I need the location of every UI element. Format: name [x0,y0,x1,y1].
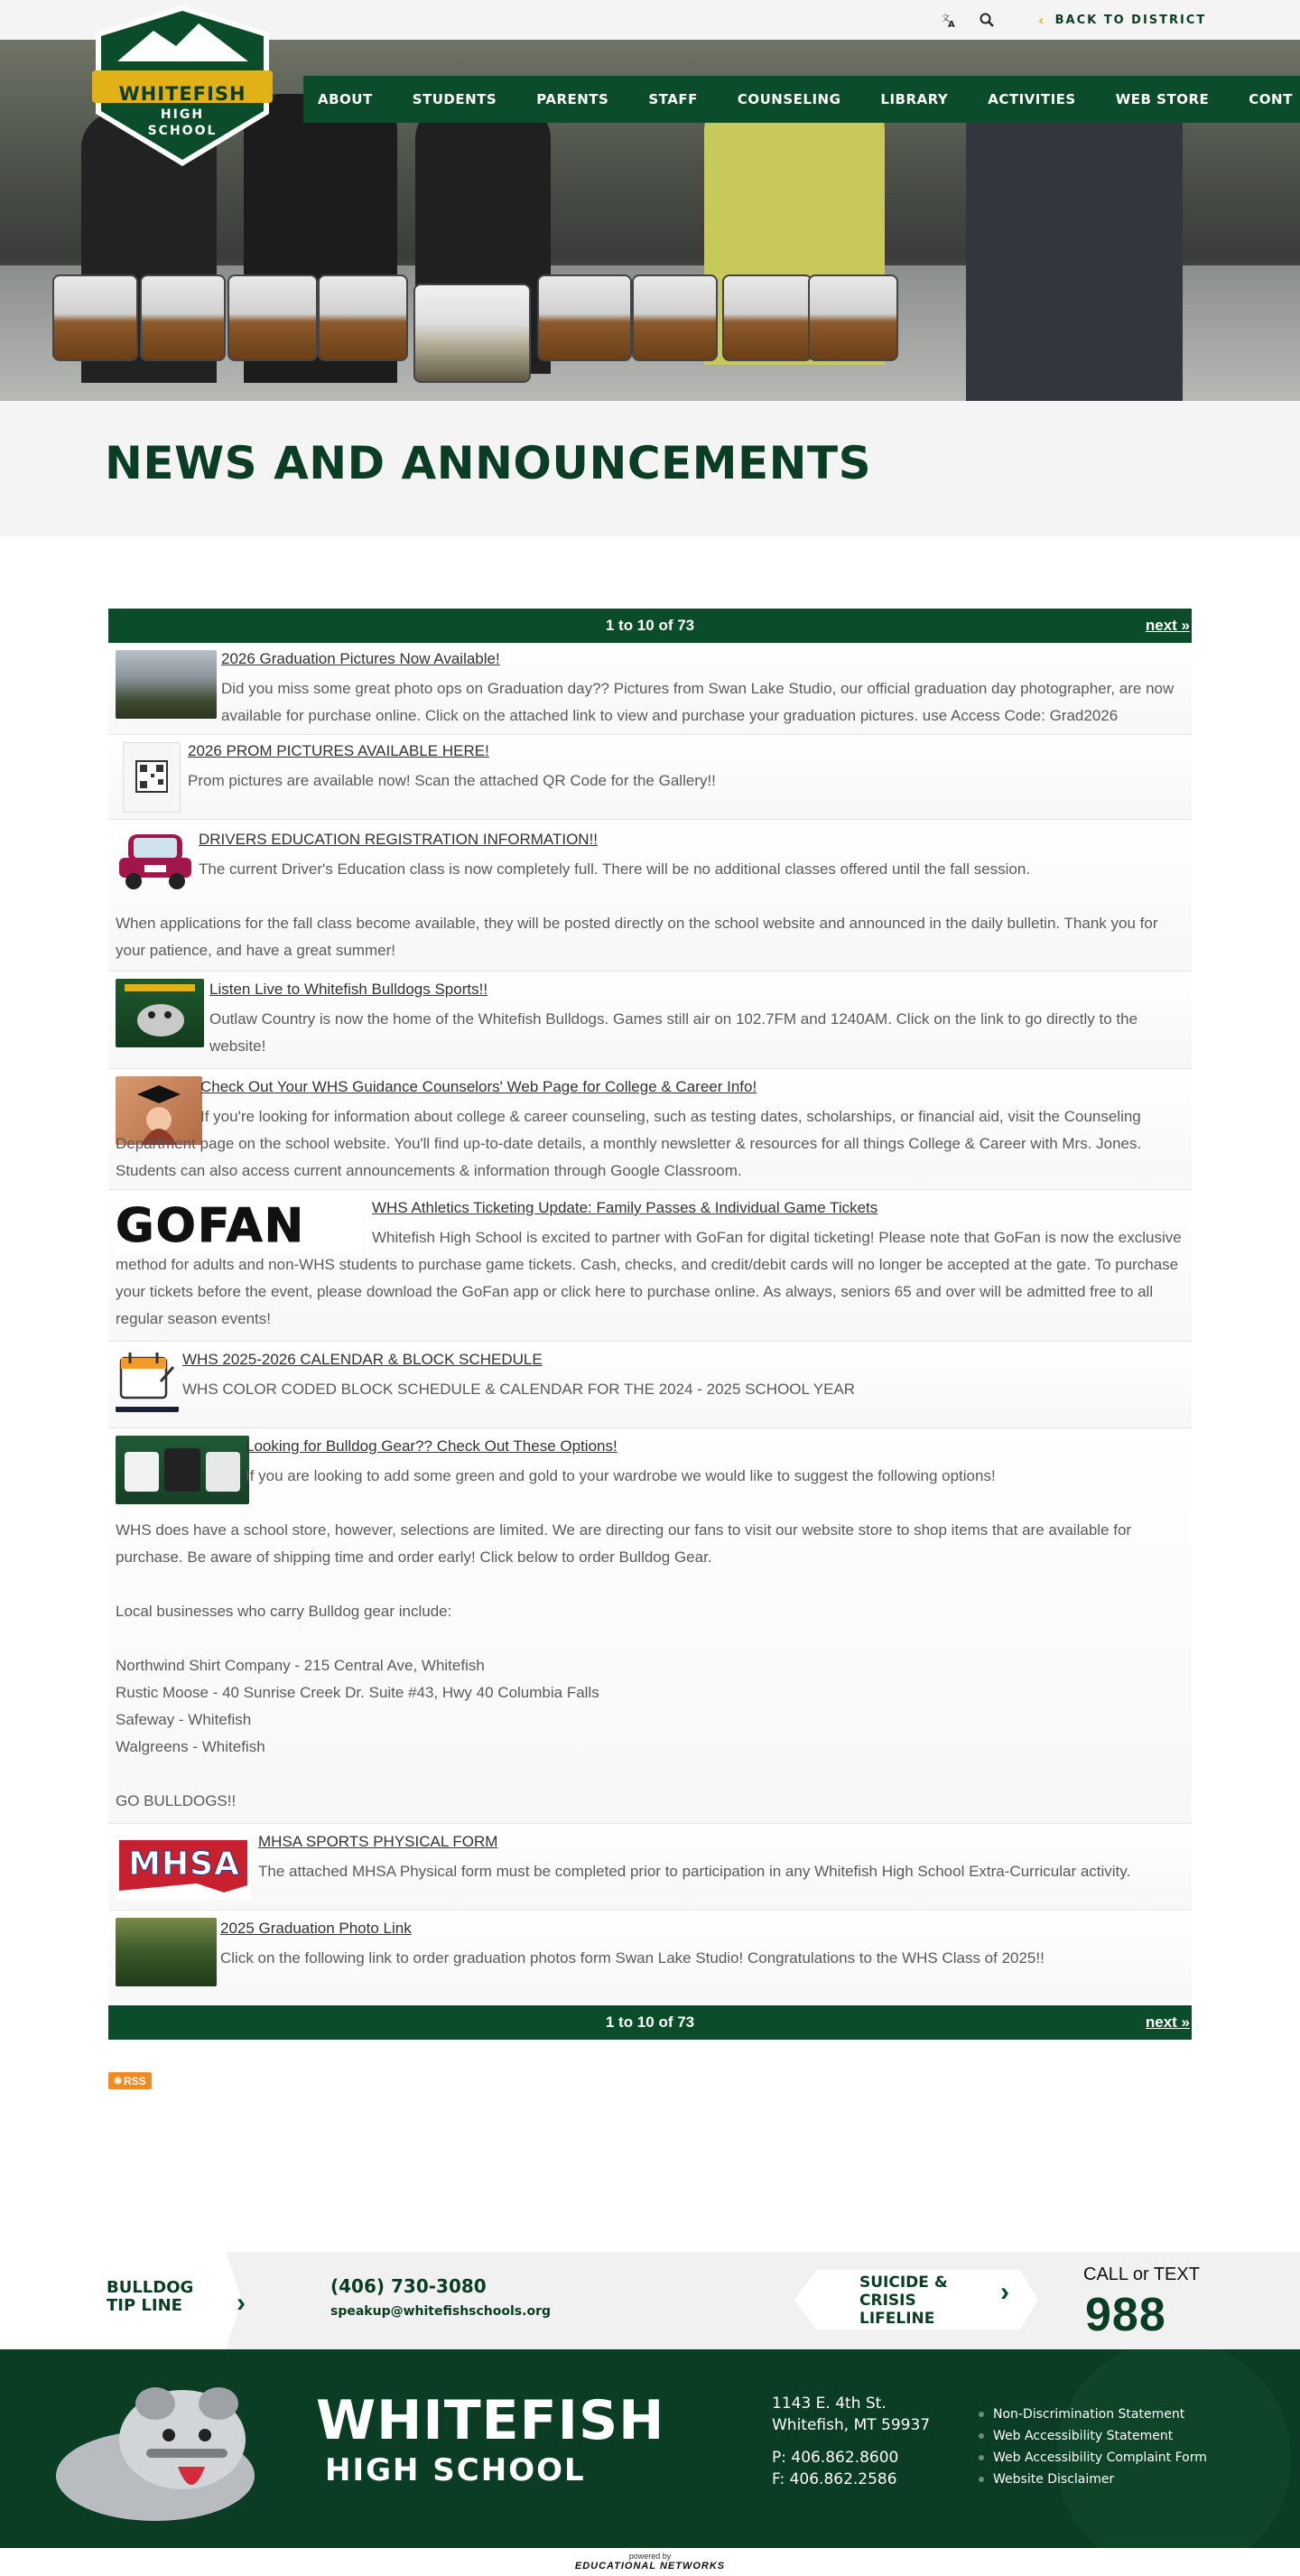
footer-link-non-discrimination[interactable] [979,2404,1207,2425]
news-thumb-calendar[interactable] [116,1349,179,1412]
tip-line-phone[interactable]: (406) 730-3080 [330,2275,487,2297]
hero-drum [632,274,718,361]
news-item [108,643,1192,735]
title-band [0,401,1300,536]
rss-button[interactable] [108,2072,152,2089]
news-item [108,1824,1192,1911]
news-summary: Click on the following link to order graduation photos form Swan Lake Studio! Congratulations to the WHS Class of 2025!! [220,1949,1045,1967]
news-summary: Whitefish High School is excited to partner with GoFan for digital ticketing! Please note that GoFan is now the exclusive method for adults and non-WHS students to purchase game tickets. Cash, checks, and credit/debit cards will no longer be accepted at the gate. To purchase your tickets before the event, please download the GoFan app or click here to purchase online. As always, seniors 65 and over will be admitted free to all regular season events! [116,1229,1182,1327]
news-extra-text: Northwind Shirt Company - 215 Central Ave, Whitefish [116,1657,485,1674]
rss-label: RSS [124,2074,146,2088]
footer-link-disclaimer[interactable] [979,2469,1207,2490]
news-headline[interactable]: 2026 PROM PICTURES AVAILABLE HERE! [188,742,489,759]
bullet-icon [979,2455,984,2460]
bullet-icon [979,2477,984,2482]
news-headline[interactable]: Looking for Bulldog Gear?? Check Out These Options! [246,1437,618,1455]
footer-link-label: Web Accessibility Complaint Form [993,2450,1207,2465]
gofan-logo-text: GOFAN [116,1199,306,1253]
tip-line-band [0,2252,1300,2349]
nav-item-contact[interactable]: CONT [1249,91,1293,107]
footer-link-label: Website Disclaimer [993,2472,1115,2487]
news-headline[interactable]: 2025 Graduation Photo Link [220,1920,412,1937]
news-headline[interactable]: DRIVERS EDUCATION REGISTRATION INFORMATION!! [199,831,599,848]
chevron-right-icon: › [237,2288,246,2318]
news-item [108,735,1192,820]
pager-count: 1 to 10 of 73 [605,2013,695,2031]
news-thumb-bulldog-gear[interactable] [116,1436,249,1504]
news-extra-text: Local businesses who carry Bulldog gear include: [116,1603,452,1620]
tip-line-email[interactable]: speakup@whitefishschools.org [330,2304,551,2319]
nav-item-staff[interactable]: STAFF [648,91,698,107]
call-or-text-label: CALL or TEXT [1083,2264,1200,2284]
main-nav [303,76,1300,123]
crisis-title-2: CRISIS [859,2292,916,2310]
news-item [108,1911,1192,2001]
crisis-number[interactable]: 988 [1085,2289,1166,2341]
logo-line-school: SCHOOL [147,124,218,138]
news-extra-text: GO BULLDOGS!! [116,1792,237,1809]
next-page-link[interactable]: next » [1145,2013,1190,2031]
car-icon [116,827,195,896]
svg-text:A: A [948,20,955,28]
back-to-district-link[interactable] [1038,12,1206,29]
svg-text:文: 文 [942,14,951,23]
next-page-link[interactable]: next » [1145,617,1190,634]
hero-drum [140,274,226,361]
calendar-icon [116,1349,179,1412]
news-item [108,1069,1192,1190]
qr-code-icon [124,743,180,812]
footer-link-accessibility-complaint[interactable] [979,2447,1207,2469]
school-logo[interactable] [90,5,274,166]
translate-icon[interactable] [937,8,961,32]
news-thumb-qr-code[interactable] [123,742,181,813]
pager-top [108,609,1192,643]
crisis-title-3: LIFELINE [859,2310,935,2328]
nav-item-web-store[interactable]: WEB STORE [1115,91,1210,107]
search-icon[interactable] [975,8,998,32]
footer-links [979,2404,1207,2490]
mhsa-logo-text: MHSA [128,1846,240,1883]
logo-line-high: HIGH [160,107,205,122]
news-item [108,1190,1192,1342]
news-headline[interactable]: 2026 Graduation Pictures Now Available! [221,650,500,667]
footer-link-accessibility-statement[interactable] [979,2425,1207,2447]
powered-by[interactable] [0,2548,1300,2576]
tip-line-title [107,2279,193,2315]
hero-drum [722,274,812,361]
news-headline[interactable]: Listen Live to Whitefish Bulldogs Sports!! [209,981,488,998]
news-headline[interactable]: Check Out Your WHS Guidance Counselors' Web Page for College & Career Info! [200,1078,757,1095]
footer-school-sub: HIGH SCHOOL [325,2452,586,2488]
news-headline[interactable]: WHS 2025-2026 CALENDAR & BLOCK SCHEDULE [182,1351,543,1368]
footer-address-2: Whitefish, MT 59937 [772,2416,931,2434]
back-to-district-label: BACK TO DISTRICT [1054,14,1207,27]
rss-icon: ◉ [114,2076,123,2086]
footer-address-1: 1143 E. 4th St. [772,2395,887,2413]
footer-link-label: Non-Discrimination Statement [993,2407,1185,2422]
crisis-lifeline-title [859,2274,948,2328]
footer-fax: F: 406.862.2586 [772,2470,897,2488]
chevron-right-icon: › [1000,2277,1009,2307]
nav-item-about[interactable]: ABOUT [318,91,373,107]
footer-school-name: WHITEFISH [316,2389,665,2452]
footer-phone[interactable]: P: 406.862.8600 [772,2449,899,2467]
hero-figure [966,76,1183,401]
nav-item-parents[interactable]: PARENTS [536,91,609,107]
news-summary: The current Driver's Education class is now completely full. There will be no additional classes offered until the fall session. [199,860,1031,878]
logo-name: WHITEFISH [118,83,246,105]
news-extra-text: Safeway - Whitefish [116,1711,252,1728]
news-extra-text: WHS does have a school store, however, selections are limited. We are directing our fans to visit our website store to shop items that are available for purchase. Be aware of shipping time and order early! Click below to order Bulldog Gear. [116,1521,1132,1566]
news-thumb-mhsa-logo[interactable] [116,1831,251,1900]
hero-drum [52,274,138,361]
hero-drum [318,274,408,361]
powered-by-brand: EDUCATIONAL NETWORKS [574,2561,726,2571]
chevron-left-icon: ‹ [1038,12,1046,29]
nav-item-counseling[interactable]: COUNSELING [737,91,841,107]
news-thumb-graduation-2025[interactable] [116,1918,217,1986]
nav-item-activities[interactable]: ACTIVITIES [988,91,1076,107]
apparel-icon [116,1436,249,1504]
news-extra-text: Rustic Moose - 40 Sunrise Creek Dr. Suite #43, Hwy 40 Columbia Falls [116,1684,599,1701]
tip-line-title-2: TIP LINE [107,2296,182,2315]
pager-bottom [108,2005,1192,2040]
tip-line-title-1: BULLDOG [107,2278,194,2297]
news-item [108,1342,1192,1428]
bulldog-mascot-icon [47,2376,282,2530]
bullet-icon [979,2412,984,2417]
news-item [108,820,1192,972]
news-headline[interactable]: MHSA SPORTS PHYSICAL FORM [258,1833,498,1850]
hero-drum [228,274,318,361]
news-extra-text: Walgreens - Whitefish [116,1738,265,1755]
news-summary: If you're looking for information about college & career counseling, such as testing dates, scholarships, or financial aid, visit the Counseling Department page on the school website. You'll find up-to-date details, a monthly newsletter & resources for all things College & Career with Mrs. Jones. Students can also access current announcements & information through Google Classroom. [116,1108,1142,1179]
pager-count: 1 to 10 of 73 [605,617,695,634]
footer [0,2349,1300,2548]
news-summary: Did you miss some great photo ops on Graduation day?? Pictures from Swan Lake Studio, our official graduation day photographer, are now available for purchase online. Click on the attached link to view and purchase your graduation pictures. use Access Code: Grad2026 [221,680,1175,724]
hero-snare-drum [413,284,531,383]
news-summary: The attached MHSA Physical form must be completed prior to participation in any Whitefish High School Extra-Curricular activity. [258,1863,1131,1880]
news-thumb-graduation[interactable] [116,650,217,719]
news-thumb-bulldogs-radio[interactable] [116,979,204,1047]
news-headline[interactable]: WHS Athletics Ticketing Update: Family Passes & Individual Game Tickets [372,1199,878,1216]
nav-item-library[interactable]: LIBRARY [880,91,949,107]
page-title: NEWS AND ANNOUNCEMENTS [105,437,872,489]
powered-by-label: powered by [628,2552,672,2561]
news-item [108,1428,1192,1824]
news-summary: If you are looking to add some green and gold to your wardrobe we would like to suggest the following options! [246,1467,996,1484]
news-thumb-car[interactable] [116,827,195,896]
bulldog-icon [116,979,204,1047]
bullet-icon [979,2433,984,2439]
news-item [108,972,1192,1069]
footer-link-label: Web Accessibility Statement [993,2429,1174,2443]
hero-drum [808,274,898,361]
crisis-title-1: SUICIDE & [859,2274,948,2292]
news-extra-text: When applications for the fall class become available, they will be posted directly on the school website and announced in the daily bulletin. Thank you for your patience, and have a great summer! [116,915,1158,959]
nav-item-students[interactable]: STUDENTS [412,91,497,107]
hero-drum [537,274,632,361]
news-summary: Outlaw Country is now the home of the Whitefish Bulldogs. Games still air on 102.7FM and 1240AM. Click on the link to go directly to the website! [209,1010,1138,1055]
news-summary: Prom pictures are available now! Scan the attached QR Code for the Gallery!! [188,772,716,789]
news-summary: WHS COLOR CODED BLOCK SCHEDULE & CALENDAR FOR THE 2024 - 2025 SCHOOL YEAR [182,1381,856,1398]
